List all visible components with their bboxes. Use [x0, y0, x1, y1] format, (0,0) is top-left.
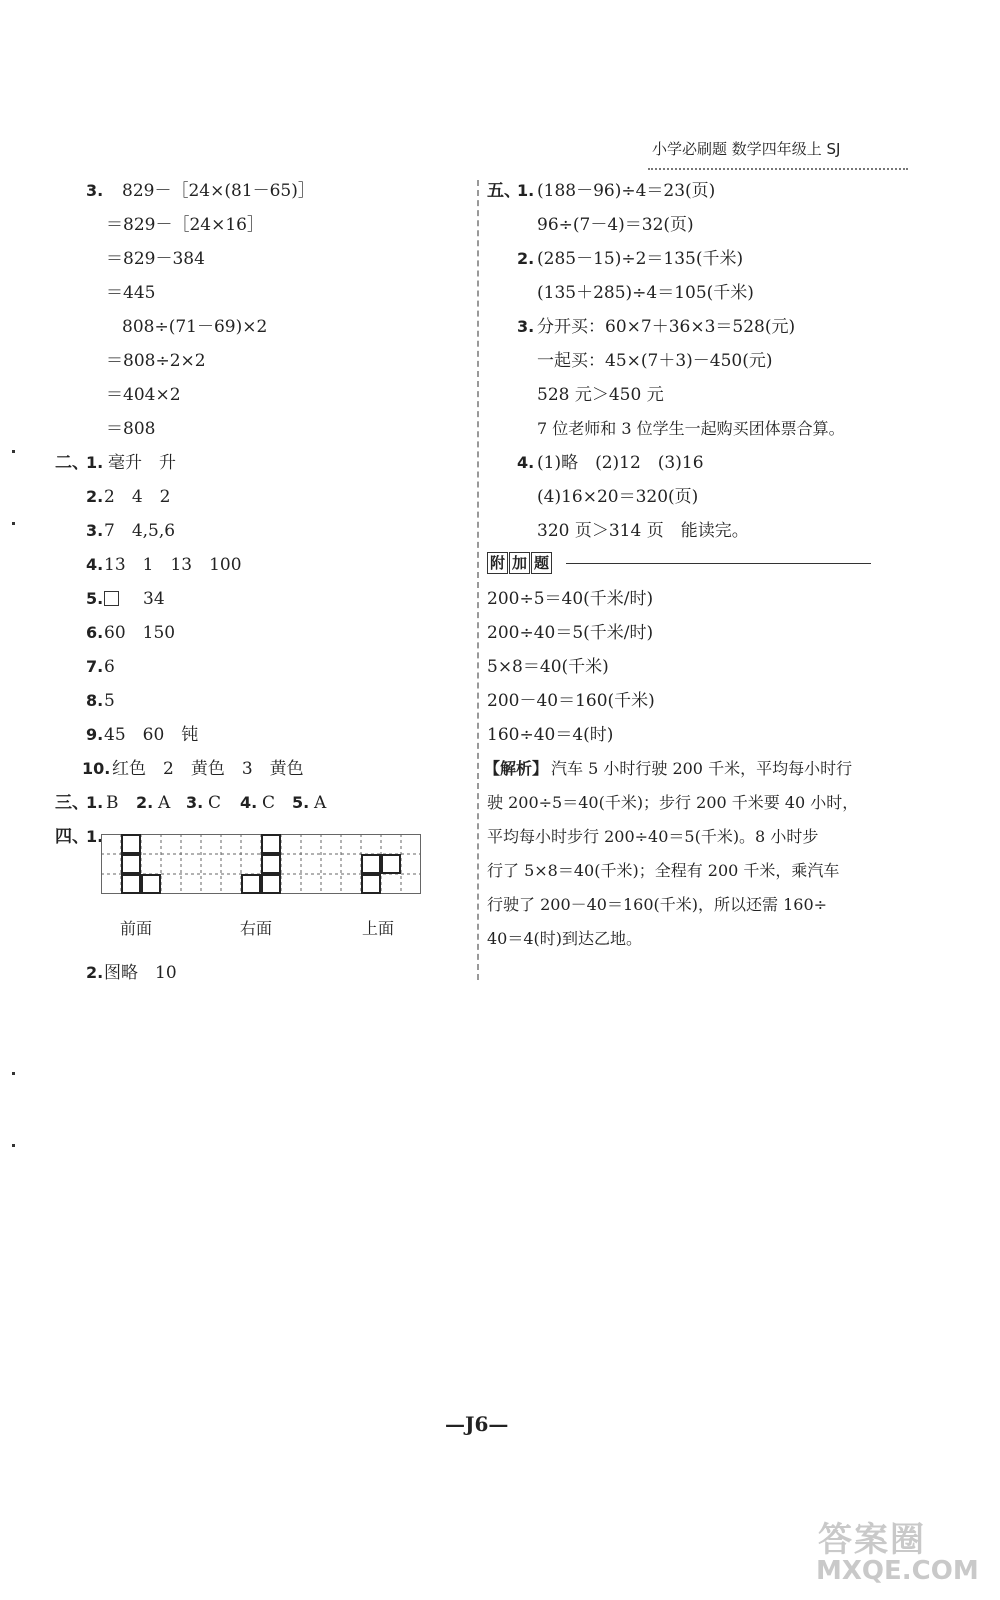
solution-line: 528 元＞450 元	[537, 385, 664, 405]
question-number: 2.	[136, 793, 154, 812]
extra-question-heading	[487, 552, 553, 574]
answer-text: 红色 2 黄色 3 黄色	[112, 759, 304, 779]
site-watermark-url: MXQE.COM	[816, 1556, 979, 1586]
section-label: 四、	[55, 827, 89, 847]
solution-line: 5×8＝40(千米)	[487, 657, 609, 677]
question-number: 6.	[86, 623, 104, 642]
answer-text: 7 4,5,6	[104, 521, 176, 541]
section-label: 二、	[55, 453, 89, 473]
right-view-cell	[261, 874, 281, 894]
question-number: 3.	[86, 521, 104, 540]
analysis-line: 行驶了 200－40＝160(千米)，所以还需 160÷	[487, 895, 828, 914]
solution-line: 96÷(7－4)＝32(页)	[537, 215, 694, 235]
view-label-front: 前面	[120, 919, 153, 938]
answer-box	[104, 588, 119, 610]
answer-text: 5	[104, 691, 115, 711]
choice-answer: C	[208, 793, 222, 813]
binding-mark	[12, 1072, 15, 1075]
solution-line: (285－15)÷2＝135(千米)	[537, 249, 744, 269]
solution-line: 320 页＞314 页 能读完。	[537, 521, 749, 541]
solution-line: (1)略 (2)12 (3)16	[537, 453, 704, 473]
calc-line: ＝808	[106, 419, 156, 439]
question-number: 2.	[86, 963, 104, 982]
front-view-cell	[121, 874, 141, 894]
analysis-line: 驶 200÷5＝40(千米)；步行 200 千米要 40 小时，	[487, 793, 859, 812]
section-label: 三、	[55, 793, 89, 813]
three-view-grid	[101, 834, 421, 894]
question-number: 5.	[86, 589, 104, 608]
extra-heading-rule	[566, 563, 871, 564]
view-label-top: 上面	[362, 919, 395, 938]
choice-answer: C	[262, 793, 276, 813]
right-view-cell	[241, 874, 261, 894]
question-number: 8.	[86, 691, 104, 710]
section-label: 五、	[487, 181, 521, 201]
top-view-cell	[361, 854, 381, 874]
question-number: 1.	[86, 453, 104, 472]
question-number: 1.	[86, 827, 104, 846]
question-number: 3.	[186, 793, 204, 812]
question-number: 5.	[292, 793, 310, 812]
heading-char: 附	[487, 552, 508, 574]
answer-text: 13 1 13 100	[104, 555, 242, 575]
running-header: 小学必刷题 数学四年级上 SJ	[652, 140, 841, 158]
calc-line: ＝829－［24×16］	[106, 215, 264, 235]
site-watermark: 答案圈	[818, 1520, 926, 1560]
top-view-cell	[381, 854, 401, 874]
header-rule	[648, 168, 908, 170]
choice-answer: A	[158, 793, 171, 813]
answer-text: 6	[104, 657, 115, 677]
solution-line: 分开买：60×7＋36×3＝528(元)	[537, 317, 796, 337]
square-symbol	[104, 591, 119, 606]
view-label-right: 右面	[240, 919, 273, 938]
front-view-cell	[121, 854, 141, 874]
analysis-line: 行了 5×8＝40(千米)；全程有 200 千米，乘汽车	[487, 861, 840, 880]
calc-line: ＝445	[106, 283, 156, 303]
question-number: 7.	[86, 657, 104, 676]
question-number: 4.	[86, 555, 104, 574]
answer-text: 60 150	[104, 623, 176, 643]
choice-answer: A	[314, 793, 327, 813]
solution-line: 200÷5＝40(千米/时)	[487, 589, 654, 609]
analysis-line: 平均每小时步行 200÷40＝5(千米)。8 小时步	[487, 827, 819, 846]
question-number: 10.	[82, 759, 111, 778]
calc-line: ＝808÷2×2	[106, 351, 206, 371]
front-view-cell	[121, 834, 141, 854]
question-number: 9.	[86, 725, 104, 744]
solution-line: 200－40＝160(千米)	[487, 691, 655, 711]
analysis-label: 【解析】	[484, 759, 549, 778]
column-separator	[477, 180, 479, 980]
front-view-cell	[141, 874, 161, 894]
heading-char: 加	[509, 552, 530, 574]
question-number: 2.	[86, 487, 104, 506]
question-number: 4.	[517, 453, 535, 472]
right-view-cell	[261, 854, 281, 874]
calc-line: 808÷(71－69)×2	[122, 317, 268, 337]
answer-text: 2 4 2	[104, 487, 171, 507]
solution-line: 200÷40＝5(千米/时)	[487, 623, 654, 643]
question-number: 3.	[86, 181, 104, 200]
question-number: 3.	[517, 317, 535, 336]
heading-char: 题	[531, 552, 552, 574]
calc-line: 829－［24×(81－65)］	[122, 181, 315, 201]
solution-line: (188－96)÷4＝23(页)	[537, 181, 716, 201]
choice-answer: B	[106, 793, 119, 813]
analysis-line: 40＝4(时)到达乙地。	[487, 929, 643, 948]
right-view-cell	[261, 834, 281, 854]
top-view-cell	[361, 874, 381, 894]
answer-text: 图略 10	[104, 963, 177, 983]
solution-line: (135＋285)÷4＝105(千米)	[537, 283, 754, 303]
calc-line: ＝404×2	[106, 385, 181, 405]
binding-mark	[12, 1144, 15, 1147]
answer-text: 45 60 钝	[104, 725, 199, 745]
question-number: 4.	[240, 793, 258, 812]
solution-line: 7 位老师和 3 位学生一起购买团体票合算。	[537, 419, 845, 438]
answer-text: 毫升 升	[108, 453, 176, 473]
binding-mark	[12, 450, 15, 453]
solution-line: 一起买：45×(7＋3)－450(元)	[537, 351, 773, 371]
analysis-line: 汽车 5 小时行驶 200 千米，平均每小时行	[551, 759, 853, 778]
page-number: —J6—	[445, 1412, 509, 1436]
question-number: 1.	[517, 181, 535, 200]
solution-line: 160÷40＝4(时)	[487, 725, 614, 745]
question-number: 2.	[517, 249, 535, 268]
question-number: 1.	[86, 793, 104, 812]
calc-line: ＝829－384	[106, 249, 205, 269]
answer-text: 34	[143, 589, 165, 609]
binding-mark	[12, 522, 15, 525]
solution-line: (4)16×20＝320(页)	[537, 487, 699, 507]
